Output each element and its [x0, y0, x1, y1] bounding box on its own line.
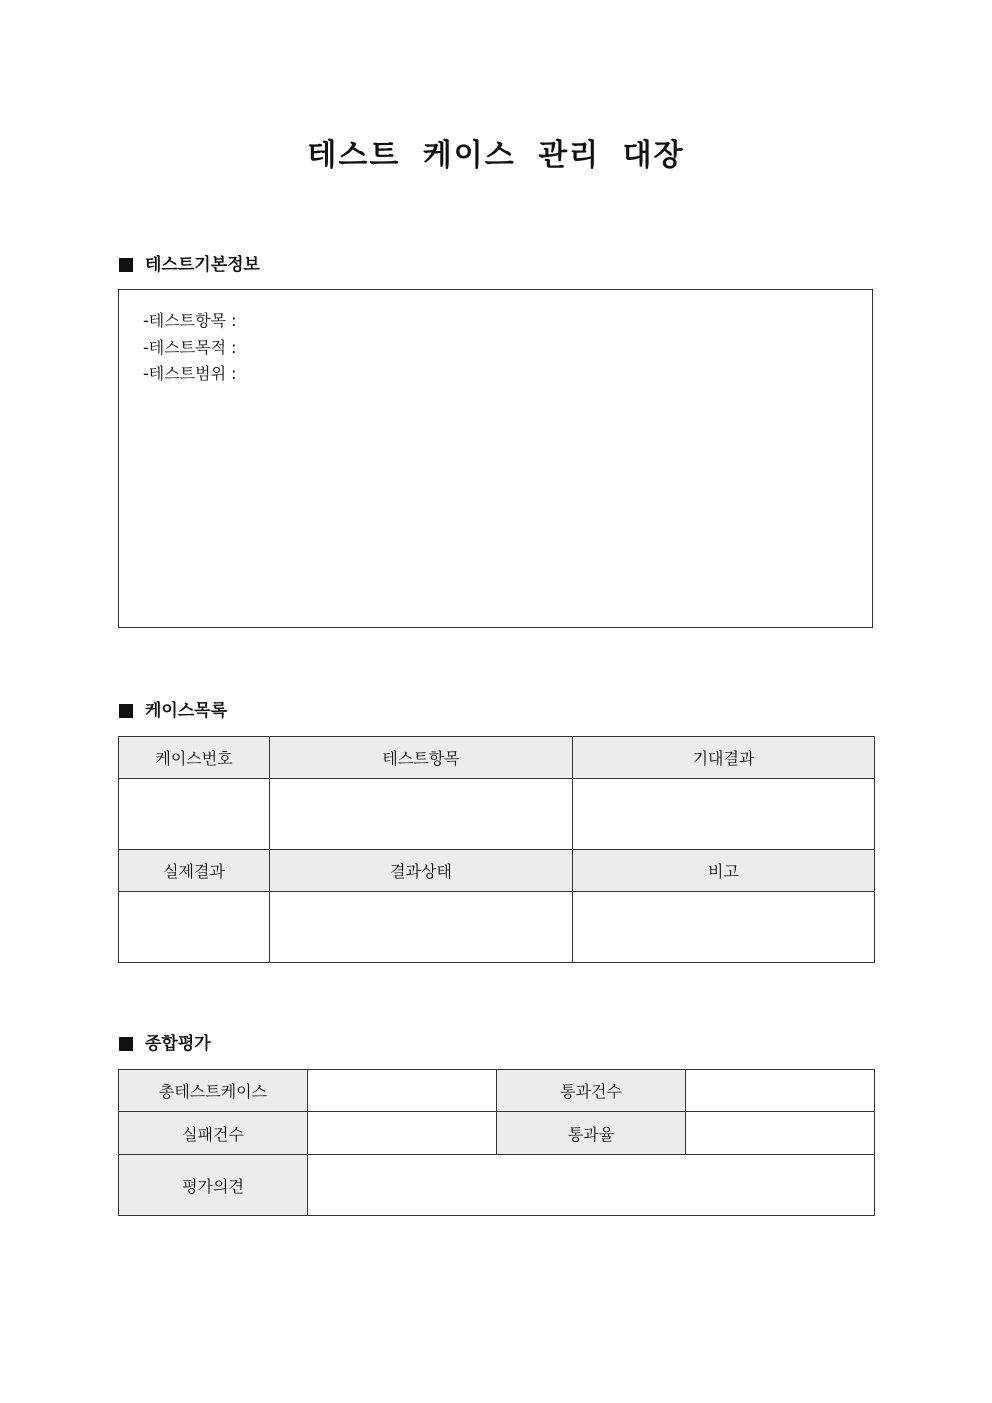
cell-case-number[interactable] — [119, 779, 270, 850]
value-pass-rate[interactable] — [686, 1112, 875, 1155]
header-expected-result: 기대결과 — [573, 737, 875, 779]
cell-remarks[interactable] — [573, 892, 875, 963]
label-evaluation-opinion: 평가의견 — [119, 1155, 308, 1216]
table-row — [119, 737, 875, 779]
page-title: 테스트 케이스 관리 대장 — [307, 138, 685, 173]
info-line-test-purpose: -테스트목적 : — [143, 337, 237, 357]
table-row — [119, 892, 875, 963]
case-list-table — [118, 736, 875, 963]
header-test-item: 테스트항목 — [270, 737, 573, 779]
header-actual-result: 실제결과 — [119, 850, 270, 892]
section-heading-label: 테스트기본정보 — [145, 255, 260, 275]
info-line-test-item: -테스트항목 : — [143, 311, 237, 330]
basic-info-box — [118, 289, 873, 628]
value-fail-count[interactable] — [308, 1112, 497, 1155]
value-evaluation-opinion[interactable] — [308, 1155, 875, 1216]
cell-test-item[interactable] — [270, 779, 573, 850]
section-heading-case-list — [119, 699, 227, 723]
header-case-number: 케이스번호 — [119, 737, 270, 779]
square-bullet-icon — [119, 258, 133, 272]
label-pass-rate: 통과율 — [497, 1112, 686, 1155]
header-result-status: 결과상태 — [270, 850, 573, 892]
section-heading-label: 케이스목록 — [145, 701, 228, 721]
square-bullet-icon — [119, 1037, 133, 1051]
section-heading-label: 종합평가 — [145, 1034, 211, 1054]
label-total-test-cases: 총테스트케이스 — [119, 1070, 308, 1112]
value-total-test-cases[interactable] — [308, 1070, 497, 1112]
square-bullet-icon — [119, 704, 133, 718]
cell-actual-result[interactable] — [119, 892, 270, 963]
table-row — [119, 1155, 875, 1216]
summary-table — [118, 1069, 875, 1216]
value-pass-count[interactable] — [686, 1070, 875, 1112]
header-remarks: 비고 — [573, 850, 875, 892]
table-row — [119, 1112, 875, 1155]
cell-result-status[interactable] — [270, 892, 573, 963]
info-line-test-scope: -테스트범위 : — [143, 364, 237, 383]
table-row — [119, 779, 875, 850]
cell-expected-result[interactable] — [573, 779, 875, 850]
section-heading-summary — [119, 1032, 211, 1056]
table-row — [119, 850, 875, 892]
section-heading-basic-info — [119, 253, 260, 277]
table-row — [119, 1070, 875, 1112]
label-fail-count: 실패건수 — [119, 1112, 308, 1155]
label-pass-count: 통과건수 — [497, 1070, 686, 1112]
